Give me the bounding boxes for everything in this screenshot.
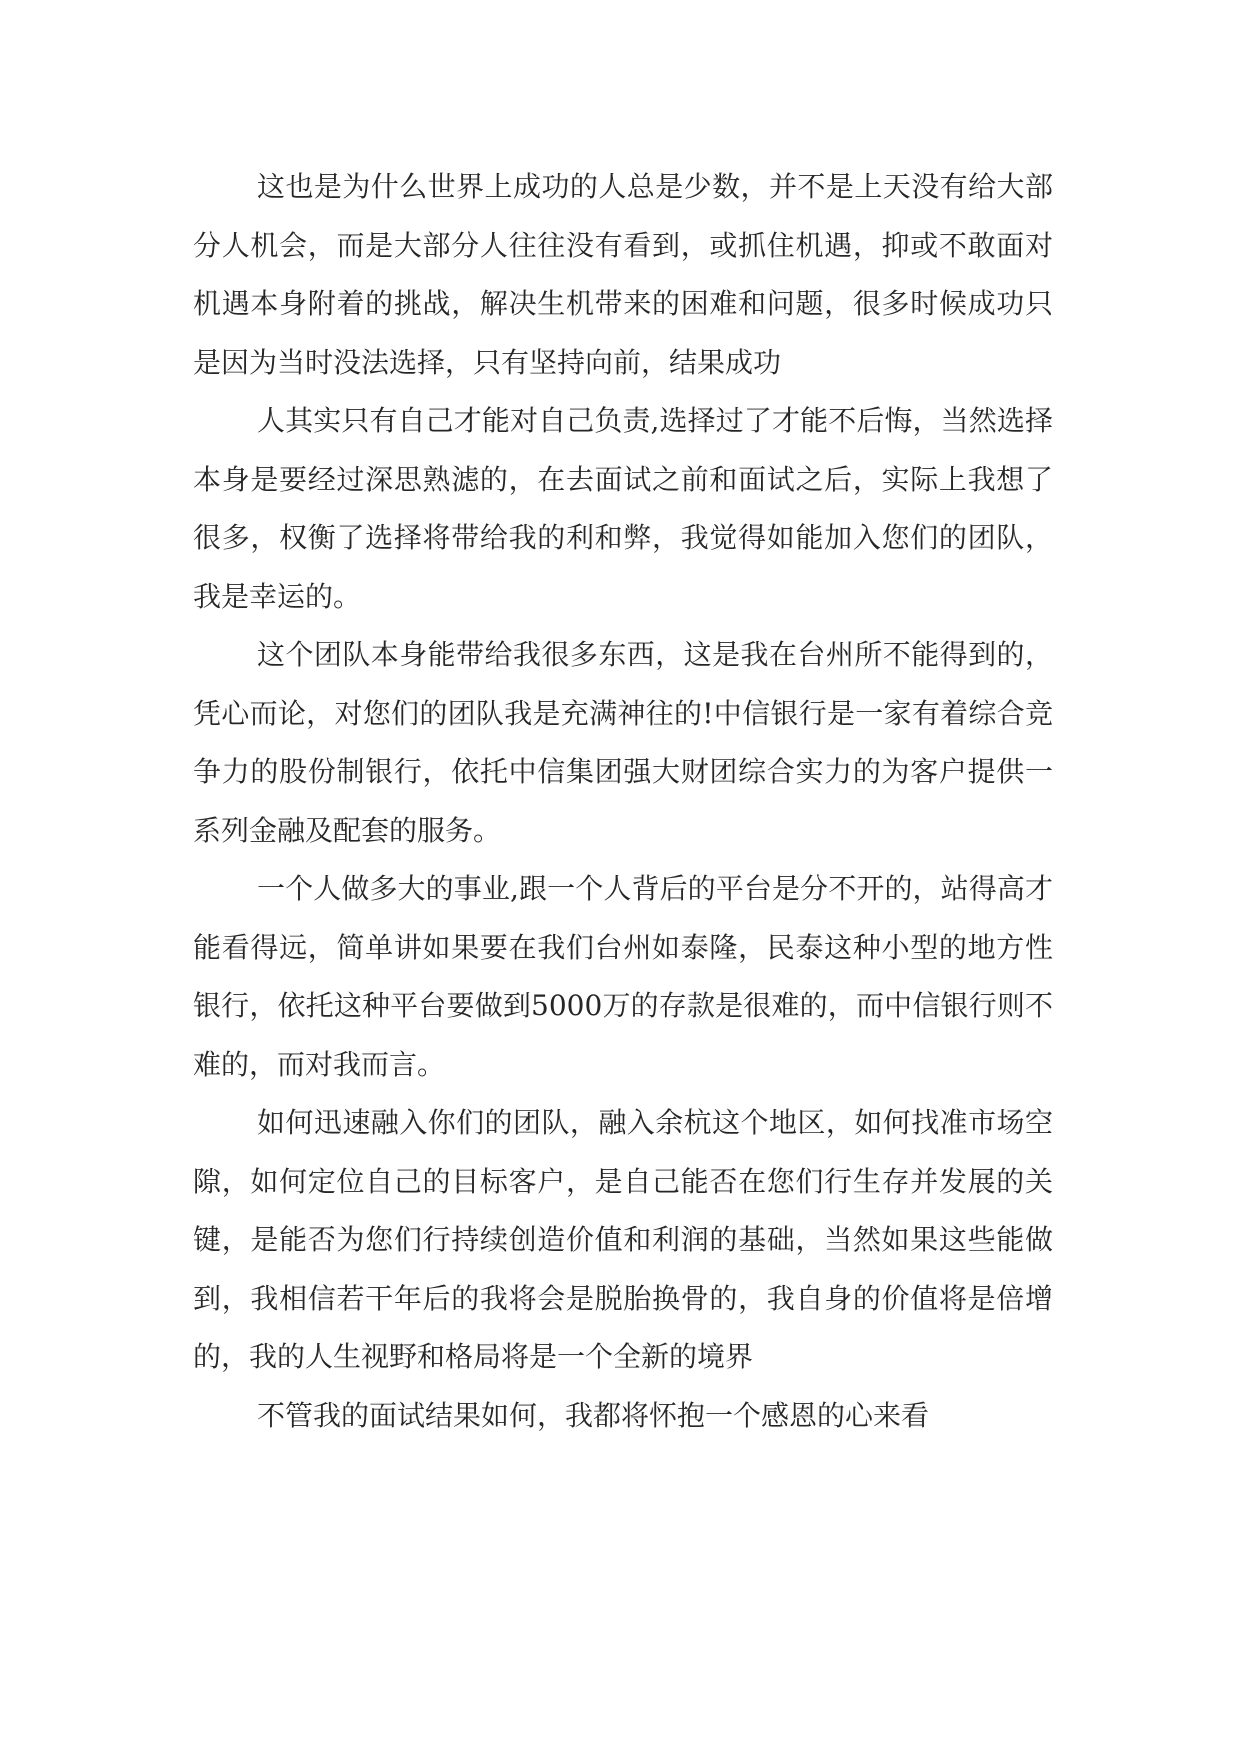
paragraph-2: 人其实只有自己才能对自己负责,选择过了才能不后悔，当然选择本身是要经过深思熟滤的，在去面试之前和面试之后，实际上我想了很多，权衡了选择将带给我的利和弊，我觉得如能加入您们的团队，我是幸运的。	[193, 404, 1053, 613]
paragraph-6: 不管我的面试结果如何，我都将怀抱一个感恩的心来看	[257, 1398, 930, 1432]
paragraph-3: 这个团队本身能带给我很多东西，这是我在台州所不能得到的，凭心而论，对您们的团队我是充满神往的!中信银行是一家有着综合竞争力的股份制银行，依托中信集团强大财团综合实力的为客户提供一系列金融及配套的服务。	[193, 638, 1053, 847]
paragraph-5: 如何迅速融入你们的团队，融入余杭这个地区，如何找准市场空隙，如何定位自己的目标客户，是自己能否在您们行生存并发展的关键，是能否为您们行持续创造价值和利润的基础，当然如果这些能做到，我相信若干年后的我将会是脱胎换骨的，我自身的价值将是倍增的，我的人生视野和格局将是一个全新的境界	[193, 1106, 1053, 1373]
paragraph-4: 一个人做多大的事业,跟一个人背后的平台是分不开的，站得高才能看得远，简单讲如果要在我们台州如泰隆，民泰这种小型的地方性银行，依托这种平台要做到5000万的存款是很难的，而中信银行则不难的，而对我而言。	[193, 872, 1053, 1081]
document-body	[193, 158, 1053, 1445]
paragraph-1: 这也是为什么世界上成功的人总是少数，并不是上天没有给大部分人机会，而是大部分人往往没有看到，或抓住机遇，抑或不敢面对机遇本身附着的挑战，解决生机带来的困难和问题，很多时候成功只是因为当时没法选择，只有坚持向前，结果成功	[193, 170, 1053, 379]
